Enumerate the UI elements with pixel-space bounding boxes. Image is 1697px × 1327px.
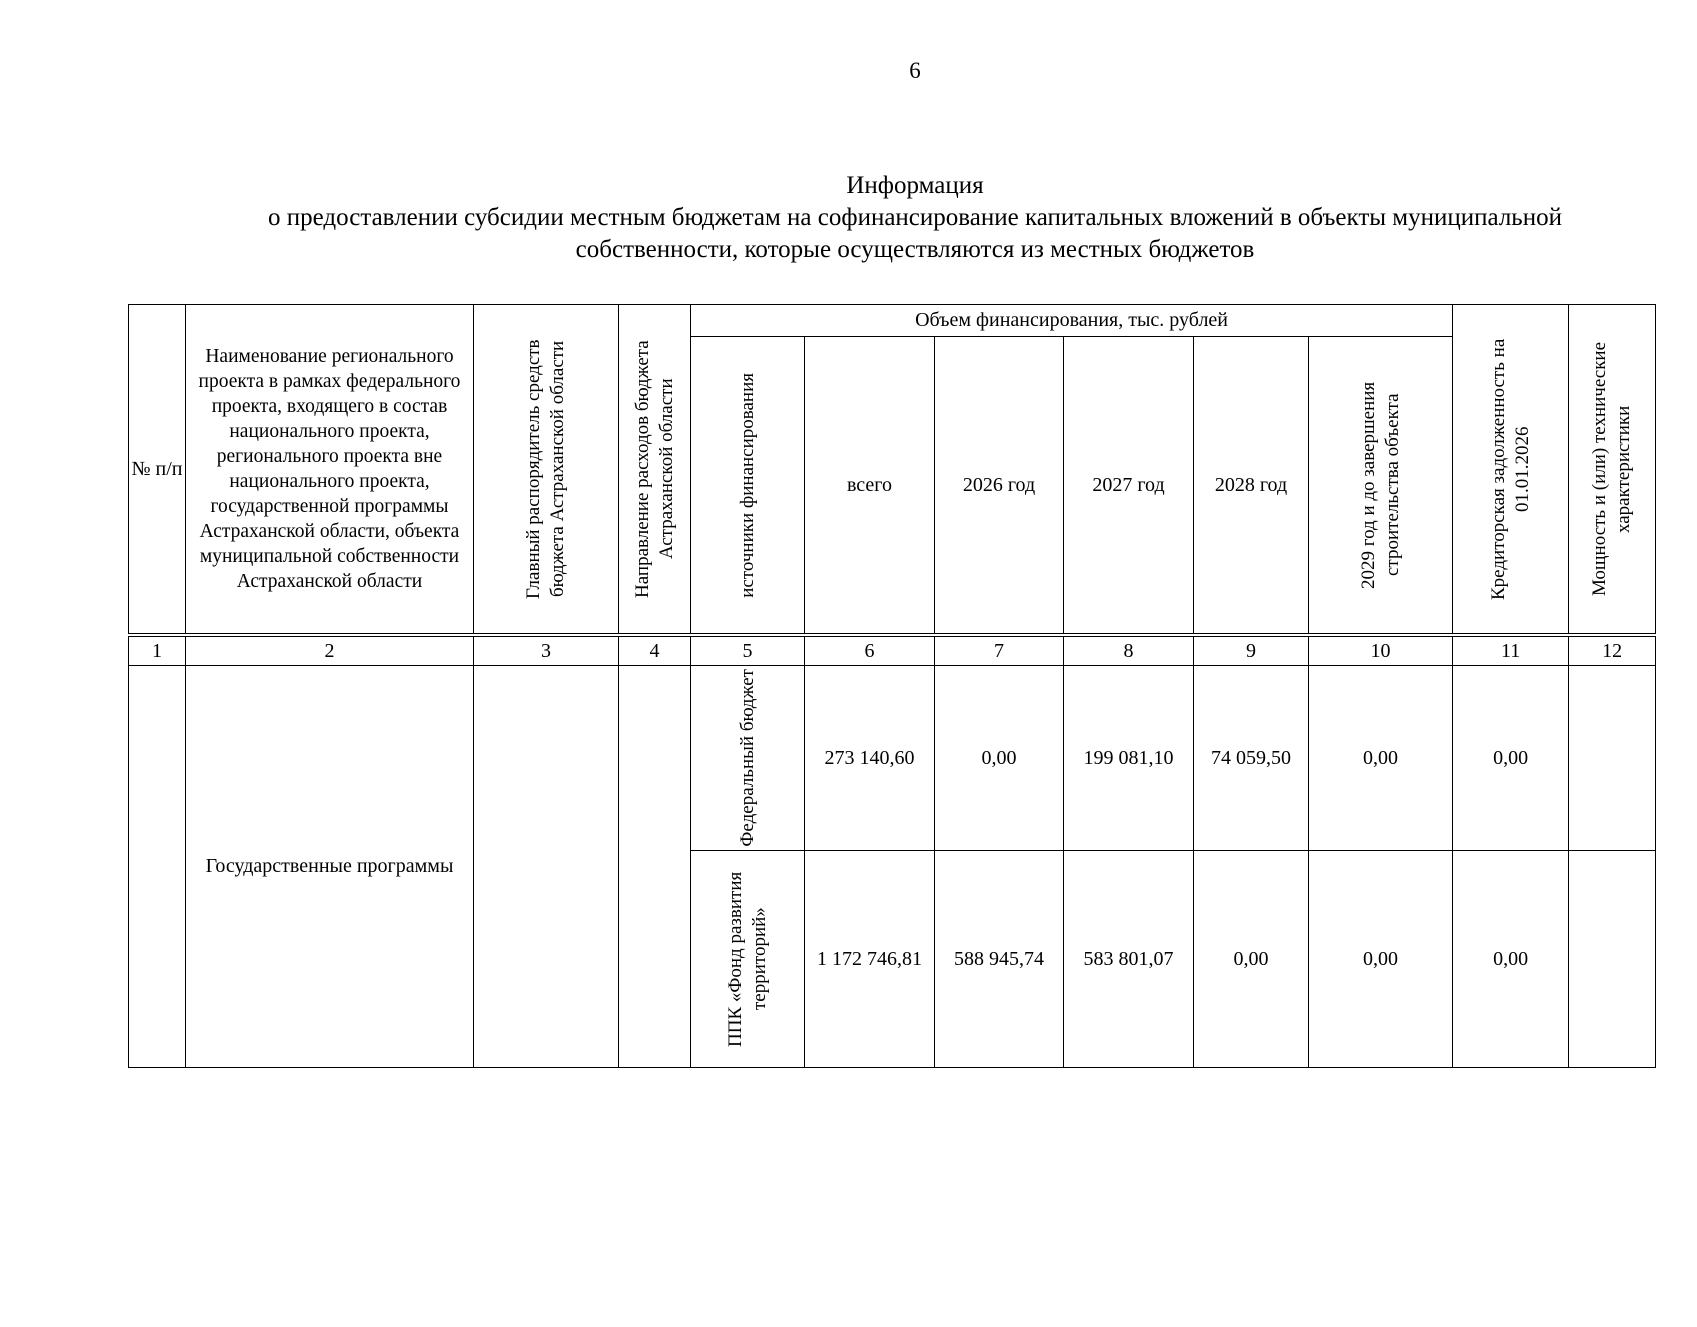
cell-capacity xyxy=(1569,851,1656,1068)
cell-debt: 0,00 xyxy=(1453,666,1569,851)
cell-2027: 583 801,07 xyxy=(1064,851,1194,1068)
cell-2028: 0,00 xyxy=(1194,851,1309,1068)
column-number: 8 xyxy=(1064,635,1194,666)
cell-total: 1 172 746,81 xyxy=(805,851,935,1068)
header-direction-text: Направление расходов бюджета Астраханской области xyxy=(631,340,677,598)
header-row-1 xyxy=(129,305,1656,337)
column-number: 1 xyxy=(129,635,186,666)
column-number: 9 xyxy=(1194,635,1309,666)
source-fund: ППК «Фонд развития территорий» xyxy=(724,871,770,1047)
header-2028: 2028 год xyxy=(1194,337,1309,636)
header-debt xyxy=(1453,305,1569,636)
header-number: № п/п xyxy=(129,305,186,636)
column-number: 4 xyxy=(619,635,691,666)
header-2027: 2027 год xyxy=(1064,337,1194,636)
header-administrator xyxy=(474,305,619,636)
column-number: 7 xyxy=(935,635,1064,666)
header-name: Наименование регионального проекта в рамках федерального проекта, входящего в состав национального проекта, регионального проекта вне национального проекта, государственной программы Астраханской области, объекта муниципальной собственности Астраханской области xyxy=(186,305,474,636)
title-line-2: о предоставлении субсидии местным бюджетам на софинансирование капитальных вложений в объекты муниципальной xyxy=(268,204,1562,231)
source-federal: Федеральный бюджет xyxy=(736,669,758,847)
row-direction xyxy=(619,666,691,1068)
cell-2029: 0,00 xyxy=(1309,851,1453,1068)
header-2029-text: 2029 год и до завершения строительства объекта xyxy=(1357,381,1403,589)
cell-debt: 0,00 xyxy=(1453,851,1569,1068)
header-total: всего xyxy=(805,337,935,636)
header-direction xyxy=(619,305,691,636)
cell-2029: 0,00 xyxy=(1309,666,1453,851)
title-line-1: Информация xyxy=(846,172,984,199)
header-sources xyxy=(691,337,805,636)
cell-capacity xyxy=(1569,666,1656,851)
header-administrator-text: Главный распорядитель средств бюджета Астраханской области xyxy=(523,339,568,599)
header-capacity-text: Мощность и (или) технические характеристики xyxy=(1589,341,1635,597)
column-number: 6 xyxy=(805,635,935,666)
page-number: 6 xyxy=(909,58,921,83)
cell-2027: 199 081,10 xyxy=(1064,666,1194,851)
column-number: 5 xyxy=(691,635,805,666)
column-number: 2 xyxy=(186,635,474,666)
column-number: 11 xyxy=(1453,635,1569,666)
row-name: Государственные программы xyxy=(186,666,474,1068)
cell-2028: 74 059,50 xyxy=(1194,666,1309,851)
header-debt-text: Кредиторская задолженность на 01.01.2026 xyxy=(1487,338,1533,600)
cell-2026: 0,00 xyxy=(935,666,1064,851)
column-number: 3 xyxy=(474,635,619,666)
column-number: 12 xyxy=(1569,635,1656,666)
cell-2026: 588 945,74 xyxy=(935,851,1064,1068)
header-2029 xyxy=(1309,337,1453,636)
table-row xyxy=(129,666,1656,851)
header-capacity xyxy=(1569,305,1656,636)
header-financing-group: Объем финансирования, тыс. рублей xyxy=(691,305,1453,337)
cell-total: 273 140,60 xyxy=(805,666,935,851)
source-cell xyxy=(691,851,805,1068)
document-title xyxy=(150,170,1680,266)
source-cell xyxy=(691,666,805,851)
header-2026: 2026 год xyxy=(935,337,1064,636)
financing-table xyxy=(128,304,1656,1068)
column-numbers-row xyxy=(129,635,1656,666)
row-number xyxy=(129,666,186,1068)
row-administrator xyxy=(474,666,619,1068)
header-sources-text: источники финансирования xyxy=(736,372,758,598)
column-number: 10 xyxy=(1309,635,1453,666)
title-line-3: собственности, которые осуществляются из местных бюджетов xyxy=(575,236,1255,263)
